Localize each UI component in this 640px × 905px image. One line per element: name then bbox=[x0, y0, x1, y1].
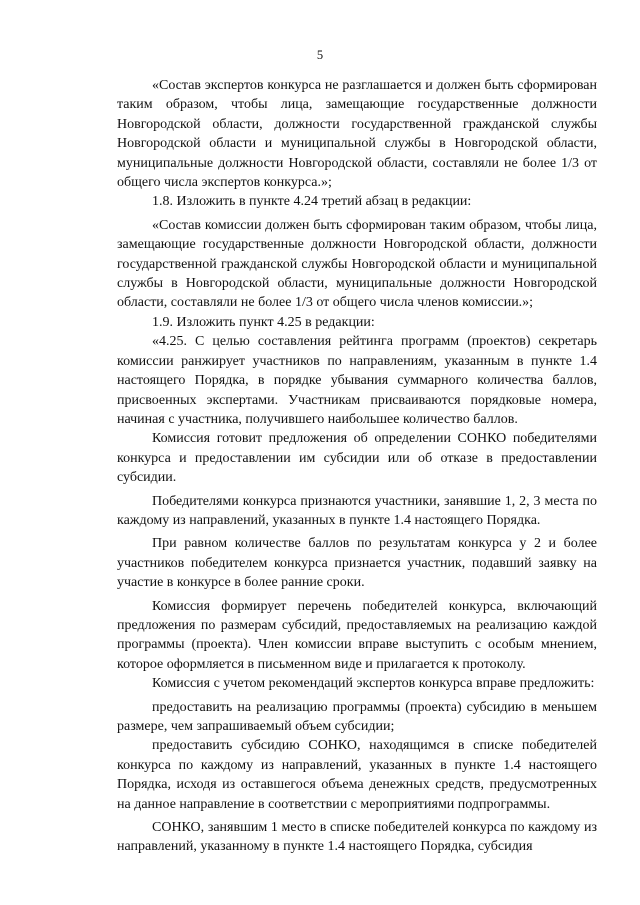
page-number: 5 bbox=[316, 48, 324, 62]
paragraph: Комиссия формирует перечень победителей конкурса, включающий предложения по размерам субсидий, предоставляемых на реализацию каждой программы (проекта). Член комиссии вправе выступить с особым мнением, которое оформляется в письменном виде и прилагается к протоколу. bbox=[117, 598, 597, 672]
paragraph: СОНКО, занявшим 1 место в списке победителей конкурса по каждому из направлений, указанному в пункте 1.4 настоящего Порядка, субсидия bbox=[117, 820, 597, 855]
paragraph: 1.9. Изложить пункт 4.25 в редакции: bbox=[152, 314, 375, 330]
paragraph: 1.8. Изложить в пункте 4.24 третий абзац в редакции: bbox=[152, 194, 472, 210]
paragraph: «Состав комиссии должен быть сформирован таким образом, чтобы лица, замещающие государственные должности Новгородской области, должности государственной гражданской службы Новгородской области и муниципальной службы в Новгородской области, муниципальные должности Новгородской области, составляли не более 1/3 от общего числа членов комиссии.»; bbox=[117, 217, 597, 311]
paragraph: «Состав экспертов конкурса не разглашается и должен быть сформирован таким образом, чтобы лица, замещающие государственные должности Новгородской области, должности государственной гражданской службы Новгородской области и муниципальной службы в Новгородской области, муниципальные должности Новгородской области, составляли не более 1/3 от общего числа экспертов конкурса.»; bbox=[117, 78, 597, 191]
paragraph: «4.25. С целью составления рейтинга программ (проектов) секретарь комиссии ранжирует участников по направлениям, указанным в пункте 1.4 настоящего Порядка, в порядке убывания суммарного количества баллов, присвоенных экспертами. Участникам присваиваются порядковые номера, начиная с участника, получившего наибольшее количество баллов. bbox=[117, 334, 597, 427]
document-body bbox=[117, 76, 597, 857]
paragraph: При равном количестве баллов по результатам конкурса у 2 и более участников победителем конкурса признается участник, подавший заявку на участие в конкурсе в более ранние сроки. bbox=[117, 536, 597, 591]
paragraph: предоставить на реализацию программы (проекта) субсидию в меньшем размере, чем запрашиваемый объем субсидии; bbox=[117, 699, 597, 734]
paragraph: предоставить субсидию СОНКО, находящимся в списке победителей конкурса по каждому из направлений, указанных в пункте 1.4 настоящего Порядка, исходя из оставшегося объема денежных средств, предусмотренных на данное направление в соответствии с мероприятиями подпрограммы. bbox=[117, 738, 597, 812]
paragraph: Победителями конкурса признаются участники, занявшие 1, 2, 3 места по каждому из направлений, указанных в пункте 1.4 настоящего Порядка. bbox=[117, 493, 597, 528]
paragraph: Комиссия с учетом рекомендаций экспертов конкурса вправе предложить: bbox=[152, 676, 595, 692]
paragraph: Комиссия готовит предложения об определении СОНКО победителями конкурса и предоставлении им субсидии или об отказе в предоставлении субсидии. bbox=[117, 431, 597, 486]
